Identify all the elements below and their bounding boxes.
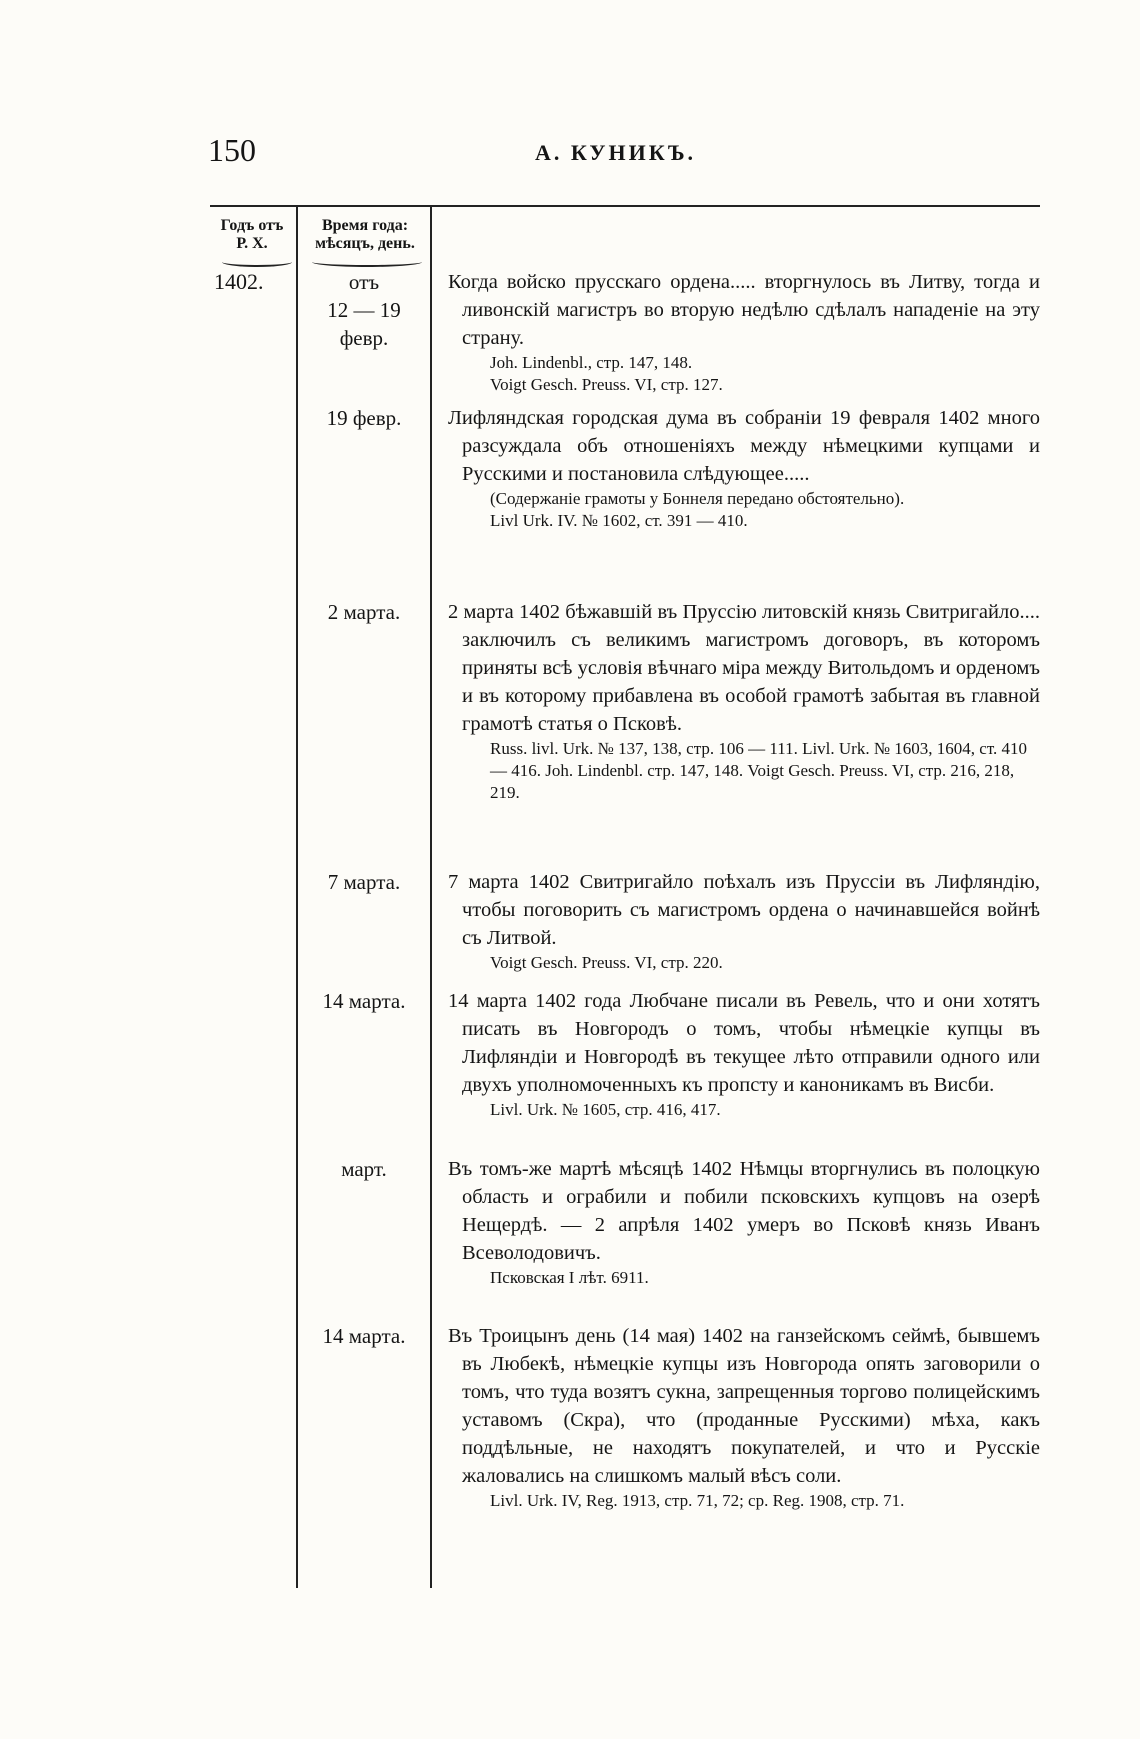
year-column-header	[207, 217, 297, 253]
entry-body	[436, 868, 1040, 974]
entry-date-line: 12 — 19	[327, 298, 401, 322]
running-head: А. КУНИКЪ.	[535, 140, 697, 165]
entry-source: Voigt Gesch. Preuss. VI, стр. 127.	[490, 375, 723, 394]
entry-body	[436, 1155, 1040, 1289]
entry-date: 14 марта.	[322, 1324, 406, 1348]
entry-source: Livl Urk. IV. № 1602, ст. 391 — 410.	[490, 511, 748, 530]
date-column-header	[300, 217, 430, 253]
entry-text: Въ томъ-же мартѣ мѣсяцѣ 1402 Нѣмцы вторгнулись въ полоцкую область и ограбили и побили псковскихъ купцовъ на озерѣ Нещердѣ. — 2 апрѣля 1402 умеръ во Псковѣ князь Иванъ Всеволодовичъ.	[448, 1158, 1040, 1264]
entry-date-line: отъ	[348, 270, 380, 294]
page-number: 150	[208, 132, 256, 168]
entry-text: 7 марта 1402 Свитригайло поѣхалъ изъ Пруссіи въ Лифляндію, чтобы поговорить съ магистромъ ордена о начинавшейся войнѣ съ Литвой.	[448, 871, 1040, 949]
entry-source: Voigt Gesch. Preuss. VI, стр. 220.	[490, 953, 723, 972]
entry-body	[436, 987, 1040, 1121]
entry-year: 1402.	[214, 269, 264, 294]
column-divider-1	[296, 207, 298, 1588]
entry-date: 2 марта.	[327, 600, 401, 624]
entry-source: Joh. Lindenbl., стр. 147, 148.	[490, 353, 693, 372]
year-header-line1: Годъ отъ	[220, 217, 284, 234]
date-header-line2: мѣсяцъ, день.	[315, 235, 415, 252]
entry-source: Livl. Urk. № 1605, стр. 416, 417.	[490, 1100, 721, 1119]
column-divider-2	[430, 207, 432, 1588]
entry-text: Лифляндская городская дума въ собраніи 19 февраля 1402 много разсуждала объ отношеніяхъ между нѣмецкими купцами и Русскими и постановила слѣдующее.....	[448, 407, 1040, 485]
entry-text: 2 марта 1402 бѣжавшій въ Пруссію литовскій князь Свитригайло.... заключилъ съ великимъ магистромъ договоръ, въ которомъ приняты всѣ условія вѣчнаго міра между Витольдомъ и орденомъ и въ которому прибавлена въ особой грамотѣ забытая въ главной грамотѣ статья о Псковѣ.	[448, 601, 1040, 735]
entry-date: 7 марта.	[327, 870, 401, 894]
entry-text: Въ Троицынъ день (14 мая) 1402 на ганзейскомъ сеймѣ, бывшемъ въ Любекѣ, нѣмецкіе купцы изъ Новгорода опять заговорили о томъ, что туда возятъ сукна, запрещенныя торгово полицейскимъ уставомъ (Скра), что (проданные Русскими) мѣха, какъ поддѣльные, не находятъ покупателей, и что и Русскіе жаловались на слишкомъ малый вѣсъ соли.	[448, 1325, 1040, 1487]
entry-note: (Содержаніе грамоты у Боннеля передано обстоятельно).	[490, 489, 905, 508]
entry-body	[436, 598, 1040, 804]
entry-body	[436, 404, 1040, 532]
entry-date: 19 февр.	[326, 406, 402, 430]
entry-date: март.	[341, 1157, 387, 1181]
entry-source: Псковская I лѣт. 6911.	[490, 1268, 649, 1287]
entry-date: 14 марта.	[322, 989, 406, 1013]
entry-source: Russ. livl. Urk. № 137, 138, стр. 106 — 111. Livl. Urk. № 1603, 1604, ст. 410 — 416. Joh. Lindenbl. стр. 147, 148. Voigt Gesch. Preuss. VI, стр. 216, 218, 219.	[490, 739, 1028, 802]
entry-date-line: февр.	[339, 326, 389, 350]
date-header-line1: Время года:	[321, 217, 409, 234]
date-header-brace	[312, 257, 422, 267]
year-header-line2: Р. Х.	[236, 235, 268, 252]
top-rule	[210, 205, 1040, 207]
year-header-brace	[222, 257, 292, 267]
entry-text: 14 марта 1402 года Любчане писали въ Ревель, что и они хотятъ писать въ Новгородъ о томъ, чтобы нѣмецкіе купцы въ Лифляндіи и Новгородѣ въ текущее лѣто отправили одного или двухъ уполномоченныхъ къ пропсту и каноникамъ въ Висби.	[448, 990, 1040, 1096]
entry-body	[436, 268, 1040, 396]
entry-source: Livl. Urk. IV, Reg. 1913, стр. 71, 72; ср. Reg. 1908, стр. 71.	[490, 1491, 905, 1510]
entry-body	[436, 1322, 1040, 1512]
entry-text: Когда войско прусскаго ордена..... вторгнулось въ Литву, тогда и ливонскій магистръ во вторую недѣлю сдѣлалъ нападеніе на эту страну.	[448, 271, 1040, 349]
